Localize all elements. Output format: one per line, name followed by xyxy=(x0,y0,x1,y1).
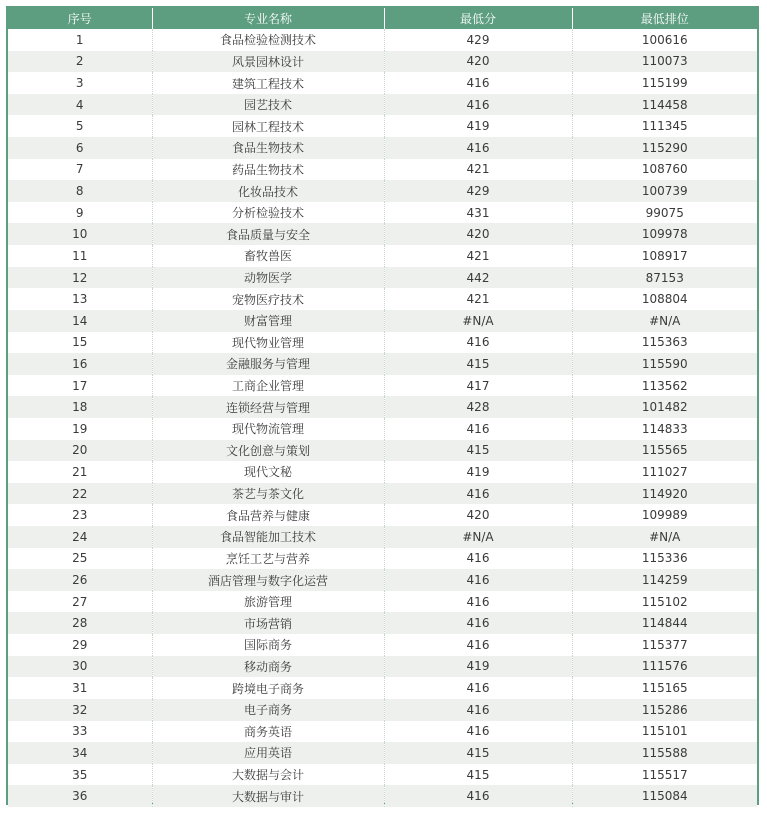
cell-min-score: 419 xyxy=(384,115,572,137)
cell-index: 2 xyxy=(75,54,84,69)
cell-index: 36 xyxy=(72,789,88,804)
cell-index: 18 xyxy=(72,400,88,415)
cell-min-score: 416 xyxy=(384,634,572,656)
cell-major-name: 国际商务 xyxy=(152,634,384,656)
cell-major-name: 分析检验技术 xyxy=(152,202,384,224)
table-row xyxy=(8,461,757,483)
cell-major-name: 商务英语 xyxy=(152,721,384,743)
cell-min-score: 416 xyxy=(384,677,572,699)
cell-index: 25 xyxy=(72,551,88,566)
cell-min-rank: 108760 xyxy=(572,159,757,181)
cell-min-rank: 99075 xyxy=(572,202,757,224)
cell-index: 17 xyxy=(72,378,88,393)
cell-min-rank: 115290 xyxy=(572,137,757,159)
cell-min-score: 416 xyxy=(384,699,572,721)
cell-index: 32 xyxy=(72,702,88,717)
cell-min-score: 416 xyxy=(384,612,572,634)
cell-min-score: 416 xyxy=(384,137,572,159)
table-row xyxy=(8,396,757,418)
cell-min-score: 429 xyxy=(384,29,572,51)
cell-min-rank: 115517 xyxy=(572,764,757,786)
table-row xyxy=(8,483,757,505)
cell-index: 14 xyxy=(72,313,88,328)
cell-min-score: 416 xyxy=(384,332,572,354)
table-row xyxy=(8,29,757,51)
table-row xyxy=(8,159,757,181)
cell-min-rank: 115565 xyxy=(572,440,757,462)
cell-major-name: 跨境电子商务 xyxy=(152,677,384,699)
table-row xyxy=(8,375,757,397)
cell-min-score: 442 xyxy=(384,267,572,289)
cell-min-score: 419 xyxy=(384,461,572,483)
table-row xyxy=(8,569,757,591)
cell-min-rank: 115286 xyxy=(572,699,757,721)
cell-min-score: 416 xyxy=(384,591,572,613)
table-row xyxy=(8,634,757,656)
cell-min-rank: 100616 xyxy=(572,29,757,51)
cell-major-name: 移动商务 xyxy=(152,656,384,678)
cell-index: 23 xyxy=(72,508,88,523)
cell-major-name: 应用英语 xyxy=(152,742,384,764)
cell-min-rank: 115101 xyxy=(572,721,757,743)
cell-min-score: 420 xyxy=(384,504,572,526)
table-body xyxy=(8,29,757,807)
cell-min-rank: 110073 xyxy=(572,51,757,73)
cell-min-rank: 101482 xyxy=(572,396,757,418)
table-row xyxy=(8,180,757,202)
cell-major-name: 畜牧兽医 xyxy=(152,245,384,267)
table-row xyxy=(8,332,757,354)
cell-index: 6 xyxy=(75,140,84,155)
cell-min-score: 421 xyxy=(384,288,572,310)
cell-index: 13 xyxy=(72,292,88,307)
cell-min-score: 415 xyxy=(384,440,572,462)
cell-min-score: 416 xyxy=(384,72,572,94)
cell-major-name: 食品营养与健康 xyxy=(152,504,384,526)
cell-min-rank: 111027 xyxy=(572,461,757,483)
cell-index: 21 xyxy=(72,464,88,479)
cell-min-score: 416 xyxy=(384,785,572,807)
cell-index: 30 xyxy=(72,659,88,674)
cell-min-rank: 114844 xyxy=(572,612,757,634)
table-row xyxy=(8,440,757,462)
table-row xyxy=(8,526,757,548)
cell-min-score: #N/A xyxy=(384,526,572,548)
cell-major-name: 建筑工程技术 xyxy=(152,72,384,94)
header-row xyxy=(8,8,757,29)
cell-index: 34 xyxy=(72,745,88,760)
table-row xyxy=(8,591,757,613)
cell-min-rank: 115336 xyxy=(572,548,757,570)
table-row xyxy=(8,245,757,267)
score-table-frame xyxy=(6,6,759,805)
cell-major-name: 动物医学 xyxy=(152,267,384,289)
table-row xyxy=(8,548,757,570)
cell-major-name: 现代文秘 xyxy=(152,461,384,483)
cell-index: 24 xyxy=(72,529,88,544)
table-row xyxy=(8,51,757,73)
table-row xyxy=(8,223,757,245)
cell-major-name: 风景园林设计 xyxy=(152,51,384,73)
cell-index: 8 xyxy=(75,184,84,199)
cell-index: 16 xyxy=(72,356,88,371)
cell-index: 15 xyxy=(72,335,88,350)
cell-major-name: 大数据与审计 xyxy=(152,785,384,807)
cell-major-name: 现代物流管理 xyxy=(152,418,384,440)
cell-major-name: 食品质量与安全 xyxy=(152,223,384,245)
table-row xyxy=(8,267,757,289)
cell-min-rank: 115084 xyxy=(572,785,757,807)
cell-index: 1 xyxy=(75,32,84,47)
cell-index: 7 xyxy=(75,162,84,177)
cell-index: 27 xyxy=(72,594,88,609)
cell-min-rank: 108804 xyxy=(572,288,757,310)
table-row xyxy=(8,72,757,94)
cell-index: 3 xyxy=(75,76,84,91)
table-row xyxy=(8,699,757,721)
cell-min-rank: #N/A xyxy=(572,526,757,548)
header-major-name: 专业名称 xyxy=(152,8,384,29)
cell-major-name: 旅游管理 xyxy=(152,591,384,613)
cell-major-name: 化妆品技术 xyxy=(152,180,384,202)
cell-major-name: 财富管理 xyxy=(152,310,384,332)
cell-major-name: 工商企业管理 xyxy=(152,375,384,397)
table-row xyxy=(8,353,757,375)
cell-min-rank: 114833 xyxy=(572,418,757,440)
cell-min-rank: 111576 xyxy=(572,656,757,678)
cell-index: 22 xyxy=(72,486,88,501)
table-row xyxy=(8,202,757,224)
cell-index: 4 xyxy=(75,97,84,112)
cell-index: 28 xyxy=(72,616,88,631)
cell-major-name: 市场营销 xyxy=(152,612,384,634)
cell-min-rank: 115377 xyxy=(572,634,757,656)
cell-min-score: 420 xyxy=(384,51,572,73)
cell-min-score: 416 xyxy=(384,721,572,743)
cell-major-name: 酒店管理与数字化运营 xyxy=(152,569,384,591)
cell-min-rank: 114458 xyxy=(572,94,757,116)
cell-major-name: 金融服务与管理 xyxy=(152,353,384,375)
cell-min-rank: 109978 xyxy=(572,223,757,245)
cell-index: 10 xyxy=(72,227,88,242)
cell-major-name: 文化创意与策划 xyxy=(152,440,384,462)
cell-min-score: 416 xyxy=(384,569,572,591)
cell-min-score: 429 xyxy=(384,180,572,202)
header-index: 序号 xyxy=(67,12,92,26)
cell-index: 35 xyxy=(72,767,88,782)
table-row xyxy=(8,785,757,807)
cell-index: 31 xyxy=(72,681,88,696)
cell-min-rank: 114920 xyxy=(572,483,757,505)
cell-min-score: 416 xyxy=(384,548,572,570)
cell-min-rank: 100739 xyxy=(572,180,757,202)
cell-min-score: 415 xyxy=(384,742,572,764)
cell-major-name: 宠物医疗技术 xyxy=(152,288,384,310)
cell-min-rank: 115588 xyxy=(572,742,757,764)
cell-min-rank: 115590 xyxy=(572,353,757,375)
cell-index: 9 xyxy=(75,205,84,220)
cell-min-score: 415 xyxy=(384,353,572,375)
cell-min-score: 421 xyxy=(384,159,572,181)
table-row xyxy=(8,612,757,634)
cell-min-rank: 109989 xyxy=(572,504,757,526)
cell-min-rank: 114259 xyxy=(572,569,757,591)
cell-index: 26 xyxy=(72,573,88,588)
cell-min-score: 431 xyxy=(384,202,572,224)
cell-major-name: 园林工程技术 xyxy=(152,115,384,137)
cell-min-rank: 115363 xyxy=(572,332,757,354)
cell-index: 29 xyxy=(72,637,88,652)
table-row xyxy=(8,504,757,526)
cell-min-score: 416 xyxy=(384,94,572,116)
cell-min-score: 420 xyxy=(384,223,572,245)
table-row xyxy=(8,115,757,137)
table-row xyxy=(8,418,757,440)
table-row xyxy=(8,764,757,786)
cell-min-score: 416 xyxy=(384,483,572,505)
cell-index: 19 xyxy=(72,421,88,436)
cell-min-rank: 87153 xyxy=(572,267,757,289)
cell-index: 33 xyxy=(72,724,88,739)
cell-major-name: 大数据与会计 xyxy=(152,764,384,786)
score-table xyxy=(8,8,757,807)
header-min-score: 最低分 xyxy=(384,8,572,29)
cell-major-name: 药品生物技术 xyxy=(152,159,384,181)
table-row xyxy=(8,137,757,159)
table-header xyxy=(8,8,757,29)
cell-major-name: 食品生物技术 xyxy=(152,137,384,159)
table-row xyxy=(8,288,757,310)
cell-min-score: 419 xyxy=(384,656,572,678)
cell-min-rank: 111345 xyxy=(572,115,757,137)
cell-min-score: 415 xyxy=(384,764,572,786)
cell-min-rank: 115199 xyxy=(572,72,757,94)
cell-index: 5 xyxy=(75,119,84,134)
cell-major-name: 烹饪工艺与营养 xyxy=(152,548,384,570)
cell-min-rank: 113562 xyxy=(572,375,757,397)
cell-min-score: #N/A xyxy=(384,310,572,332)
cell-min-rank: 115165 xyxy=(572,677,757,699)
cell-major-name: 连锁经营与管理 xyxy=(152,396,384,418)
cell-major-name: 食品智能加工技术 xyxy=(152,526,384,548)
cell-min-score: 421 xyxy=(384,245,572,267)
table-row xyxy=(8,721,757,743)
cell-index: 12 xyxy=(72,270,88,285)
cell-min-rank: 108917 xyxy=(572,245,757,267)
cell-min-rank: #N/A xyxy=(572,310,757,332)
header-min-rank: 最低排位 xyxy=(572,8,757,29)
cell-min-score: 428 xyxy=(384,396,572,418)
table-row xyxy=(8,310,757,332)
table-row xyxy=(8,94,757,116)
cell-index: 11 xyxy=(72,248,88,263)
cell-major-name: 园艺技术 xyxy=(152,94,384,116)
table-row xyxy=(8,677,757,699)
table-row xyxy=(8,656,757,678)
cell-min-score: 417 xyxy=(384,375,572,397)
cell-major-name: 电子商务 xyxy=(152,699,384,721)
cell-major-name: 现代物业管理 xyxy=(152,332,384,354)
cell-major-name: 食品检验检测技术 xyxy=(152,29,384,51)
cell-min-score: 416 xyxy=(384,418,572,440)
cell-major-name: 茶艺与茶文化 xyxy=(152,483,384,505)
cell-min-rank: 115102 xyxy=(572,591,757,613)
table-row xyxy=(8,742,757,764)
cell-index: 20 xyxy=(72,443,88,458)
